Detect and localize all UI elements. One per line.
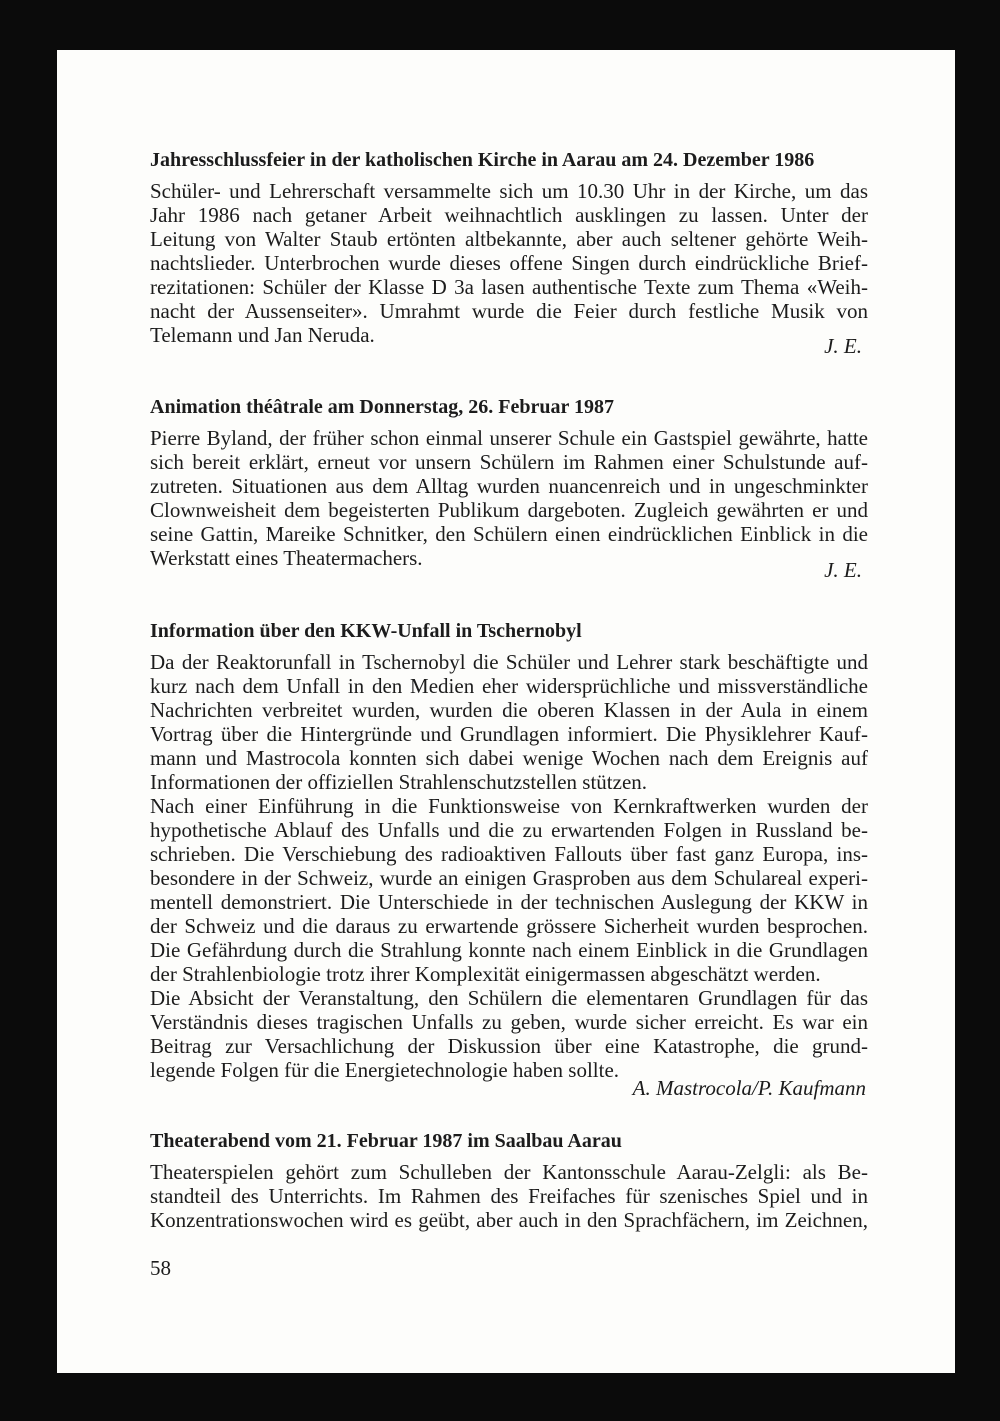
paragraph-line: mann und Mastrocola konnten sich dabei wenige Wochen nach dem Ereignis auf: [150, 746, 868, 770]
paragraph-line: hypothetische Ablauf des Unfalls und die zu erwartenden Folgen in Russland be-: [150, 818, 868, 842]
paragraph-line: zutreten. Situationen aus dem Alltag wurden nuancenreich und in ungeschminkter: [150, 474, 868, 498]
article-theaterabend: [150, 1129, 868, 1232]
paragraph-line: Werkstatt eines Theatermachers.: [150, 546, 423, 570]
article-animation-theatrale: [150, 395, 868, 582]
section-heading: Theaterabend vom 21. Februar 1987 im Saalbau Aarau: [150, 1130, 622, 1152]
paragraph-line: Clownweisheit dem begeisterten Publikum dargeboten. Zugleich gewährten er und: [150, 498, 868, 522]
paragraph-line: schrieben. Die Verschiebung des radioaktiven Fallouts über fast ganz Europa, ins-: [150, 842, 868, 866]
section-heading: Information über den KKW-Unfall in Tschernobyl: [150, 620, 582, 642]
paragraph-line: Leitung von Walter Staub ertönten altbekannte, aber auch seltener gehörte Weih-: [150, 227, 868, 251]
paragraph-line: Theaterspielen gehört zum Schulleben der Kantonsschule Aarau-Zelgli: als Be-: [150, 1160, 868, 1184]
article-jahresschlussfeier: [150, 148, 868, 358]
paragraph-line: Die Gefährdung durch die Strahlung konnte nach einem Einblick in die Grundlagen: [150, 938, 868, 962]
section-body: [150, 179, 868, 347]
paragraph-line: Telemann und Jan Neruda.: [150, 323, 375, 347]
paragraph-line: Beitrag zur Versachlichung der Diskussion über eine Katastrophe, die grund-: [150, 1034, 868, 1058]
paragraph-line: Nach einer Einführung in die Funktionsweise von Kernkraftwerken wurden der: [150, 794, 868, 818]
paragraph-line: mentell demonstriert. Die Unterschiede in der technischen Auslegung der KKW in: [150, 890, 868, 914]
paragraph-line: nacht der Aussenseiter». Umrahmt wurde die Feier durch festliche Musik von: [150, 299, 868, 323]
section-heading: Jahresschlussfeier in der katholischen Kirche in Aarau am 24. Dezember 1986: [150, 149, 815, 171]
paragraph-line: Da der Reaktorunfall in Tschernobyl die Schüler und Lehrer stark beschäftigte und: [150, 650, 868, 674]
page-number: 58: [150, 1256, 171, 1280]
section-body: [150, 426, 868, 570]
author-signature: J. E.: [824, 558, 862, 582]
author-signature: J. E.: [824, 334, 862, 358]
document-page: [57, 50, 955, 1373]
paragraph-line: Jahr 1986 nach getaner Arbeit weihnachtlich ausklingen zu lassen. Unter der: [150, 203, 868, 227]
section-body: [150, 650, 868, 1082]
paragraph-line: seine Gattin, Mareike Schnitker, den Schülern einen eindrücklichen Einblick in die: [150, 522, 868, 546]
paragraph-line: Nachrichten verbreitet wurden, wurden die oberen Klassen in der Aula in einem: [150, 698, 868, 722]
paragraph-line: Schüler- und Lehrerschaft versammelte sich um 10.30 Uhr in der Kirche, um das: [150, 179, 868, 203]
author-signature: A. Mastrocola/P. Kaufmann: [632, 1076, 866, 1100]
paragraph-line: Informationen der offiziellen Strahlenschutzstellen stützen.: [150, 770, 648, 794]
section-heading: Animation théâtrale am Donnerstag, 26. Februar 1987: [150, 396, 615, 418]
paragraph-line: Die Absicht der Veranstaltung, den Schülern die elementaren Grundlagen für das: [150, 986, 868, 1010]
paragraph-line: legende Folgen für die Energietechnologie haben sollte.: [150, 1058, 620, 1082]
section-body: [150, 1160, 868, 1232]
paragraph-line: rezitationen: Schüler der Klasse D 3a lasen authentische Texte zum Thema «Weih-: [150, 275, 868, 299]
paragraph-line: standteil des Unterrichts. Im Rahmen des Freifaches für szenisches Spiel und in: [150, 1184, 868, 1208]
paragraph-line: kurz nach dem Unfall in den Medien eher widersprüchliche und missverständliche: [150, 674, 868, 698]
paragraph-line: der Strahlenbiologie trotz ihrer Komplexität einigermassen abgeschätzt werden.: [150, 962, 821, 986]
paragraph-line: nachtslieder. Unterbrochen wurde dieses offene Singen durch eindrückliche Brief-: [150, 251, 868, 275]
article-kkw-unfall: [150, 619, 868, 1100]
paragraph-line: Vortrag über die Hintergründe und Grundlagen informiert. Die Physiklehrer Kauf-: [150, 722, 868, 746]
paragraph-line: der Schweiz und die daraus zu erwartende grössere Sicherheit wurden besprochen.: [150, 914, 868, 938]
paragraph-line: sich bereit erklärt, erneut vor unsern Schülern im Rahmen einer Schulstunde auf-: [150, 450, 868, 474]
paragraph-line: Verständnis dieses tragischen Unfalls zu geben, wurde sicher erreicht. Es war ein: [150, 1010, 868, 1034]
paragraph-line: besondere in der Schweiz, wurde an einigen Grasproben aus dem Schulareal experi-: [150, 866, 868, 890]
paragraph-line: Konzentrationswochen wird es geübt, aber auch in den Sprachfächern, im Zeichnen,: [150, 1208, 868, 1232]
paragraph-line: Pierre Byland, der früher schon einmal unserer Schule ein Gastspiel gewährte, hatte: [150, 426, 868, 450]
